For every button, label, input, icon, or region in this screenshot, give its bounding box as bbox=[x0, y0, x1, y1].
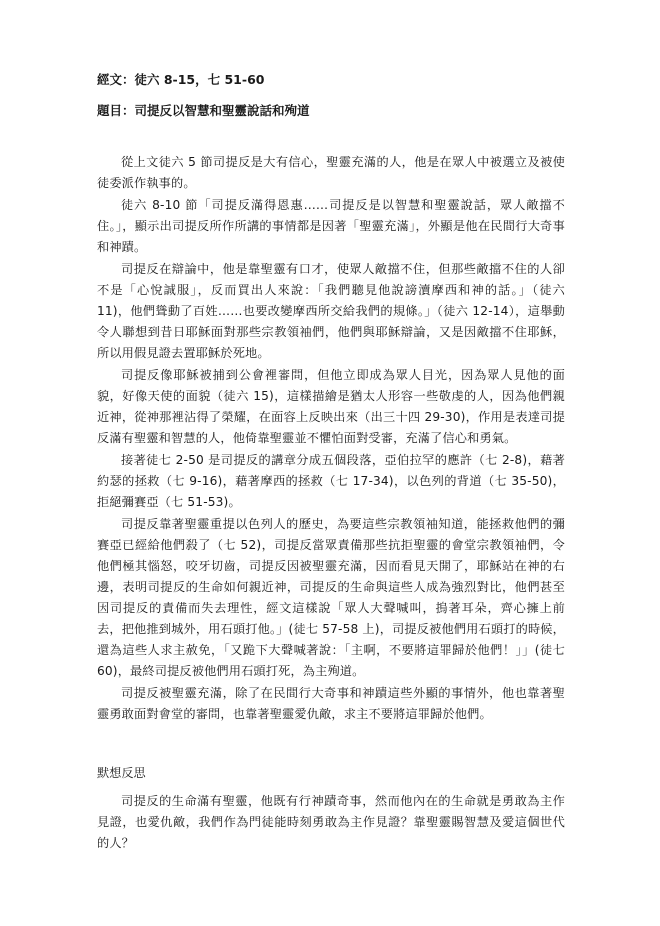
reflection-body bbox=[97, 791, 565, 855]
paragraph: 接著徒七 2-50 是司提反的講章分成五個段落，亞伯拉罕的應許（七 2-8)，藉著約瑟的拯救（七 9-16)，藉著摩西的拯救（七 17-34)，以色列的背道（七 35-50)，拒絕彌賽亞（七 51-53)。 bbox=[97, 453, 565, 509]
paragraph: 司提反像耶穌被捕到公會裡審問，但他立即成為眾人目光，因為眾人見他的面貌，好像天使的面貌（徒六 15)，這樣描繪是猶太人形容一些敬虔的人，因為他們親近神，從神那裡沾得了榮耀，在面容上反映出來（出三十四 29-30)，作用是表達司提反滿有聖靈和智慧的人，他倚靠聖靈並不懼怕面對受審，充滿了信心和勇氣。 bbox=[97, 368, 565, 445]
main-body bbox=[97, 152, 565, 726]
paragraph: 從上文徒六 5 節司提反是大有信心，聖靈充滿的人，他是在眾人中被選立及被使徒委派作執事的。 bbox=[97, 155, 565, 190]
paragraph: 司提反在辯論中，他是靠聖靈有口才，使眾人敵擋不住，但那些敵擋不住的人卻不是「心悅誠服」，反而買出人來說：「我們聽見他說謗瀆摩西和神的話。」（徒六 11)，他們聳動了百姓……也要改變摩西所交給我們的規條。」（徒六 12-14），這舉動令人聯想到昔日耶穌面對那些宗教領袖們，他們與耶穌辯論，又是因敵擋不住耶穌，所以用假見證去置耶穌於死地。 bbox=[97, 262, 565, 360]
paragraph: 徒六 8-10 節「司提反滿得恩惠……司提反是以智慧和聖靈說話，眾人敵擋不住。」，顯示出司提反所作所講的事情都是因著「聖靈充滿」，外顯是他在民間行大奇事和神蹟。 bbox=[97, 198, 565, 254]
sermon-title: 題目：司提反以智慧和聖靈說話和殉道 bbox=[97, 103, 310, 118]
paragraph: 司提反的生命滿有聖靈，他既有行神蹟奇事，然而他內在的生命就是勇敢為主作見證，也愛仇敵，我們作為門徒能時刻勇敢為主作見證？靠聖靈賜智慧及愛這個世代的人？ bbox=[97, 794, 565, 850]
reflection-heading: 默想反思 bbox=[97, 766, 146, 780]
paragraph: 司提反靠著聖靈重提以色列人的歷史，為要這些宗教領袖知道，能拯救他們的彌賽亞已經給他們殺了（七 52)，司提反當眾責備那些抗拒聖靈的會堂宗教領袖們，令他們極其惱怒，咬牙切齒，司提反因被聖靈充滿，因而看見天開了，耶穌站在神的右邊，表明司提反的生命如何親近神，司提反的生命與這些人成為強烈對比，他們甚至因司提反的責備而失去理性，經文這樣說「眾人大聲喊叫，摀著耳朵，齊心擁上前去，把他推到城外，用石頭打他。」(徒七 57-58 上)，司提反被他們用石頭打的時候，還為這些人求主赦免，「又跪下大聲喊著說：「主啊，不要將這罪歸於他們！」」(徒七 60)，最終司提反被他們用石頭打死，為主殉道。 bbox=[97, 517, 565, 678]
paragraph: 司提反被聖靈充滿，除了在民間行大奇事和神蹟這些外顯的事情外，他也靠著聖靈勇敢面對會堂的審問，也靠著聖靈愛仇敵，求主不要將這罪歸於他們。 bbox=[97, 686, 565, 721]
scripture-reference: 經文：徒六 8-15，七 51-60 bbox=[97, 72, 265, 87]
